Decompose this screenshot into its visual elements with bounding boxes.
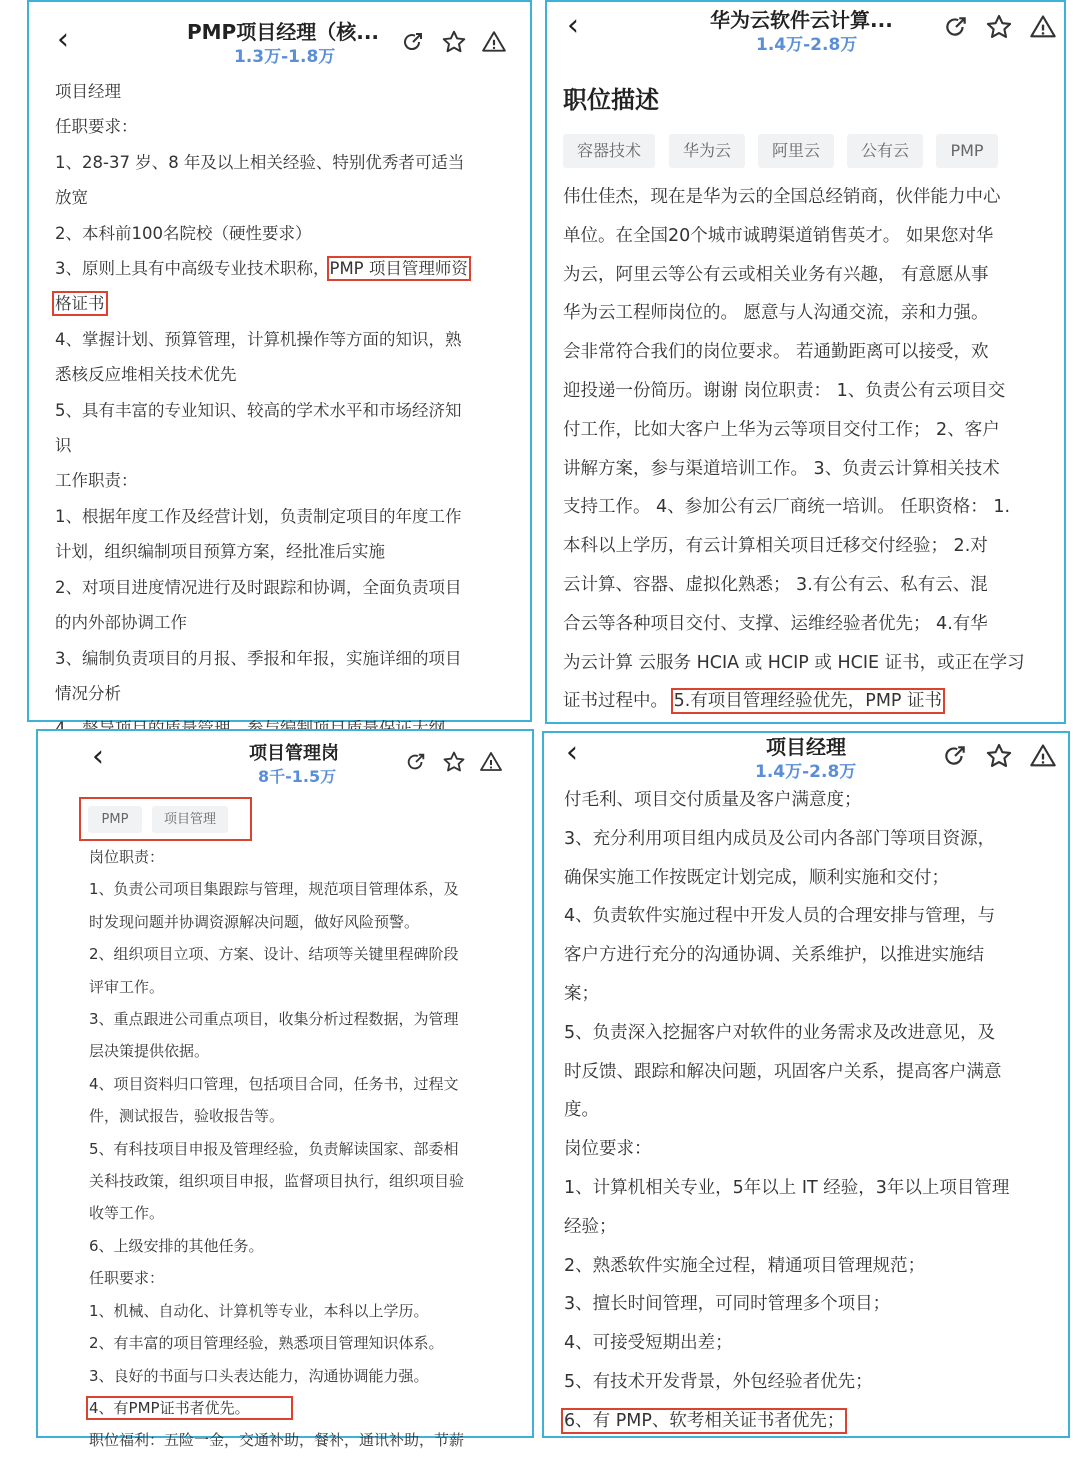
skill-tag[interactable]: 容器技术 <box>563 134 655 168</box>
highlighted-requirement: 6、有 PMP、软考相关证书者优先； <box>564 1410 845 1431</box>
skill-tag[interactable]: 阿里云 <box>758 134 834 168</box>
text-line: 悉核反应堆相关技术优先 <box>55 365 237 385</box>
text-line: 2、组织项目立项、方案、设计、结项等关键里程碑阶段 <box>89 945 459 964</box>
skill-tag[interactable]: 华为云 <box>669 134 745 168</box>
text-line: 层决策提供依据。 <box>89 1042 210 1061</box>
text-line: 2、有丰富的项目管理经验，熟悉项目管理知识体系。 <box>89 1334 444 1353</box>
text-line: 1、机械、自动化、计算机等专业，本科以上学历。 <box>89 1301 429 1320</box>
text-line: 3、编制负责项目的月报、季报和年报，实施详细的项目 <box>55 648 462 668</box>
text-line: 迎投递一份简历。谢谢 岗位职责： 1、负责公有云项目交 <box>563 380 1006 401</box>
chevron-left-icon[interactable]: ‹ <box>92 739 104 774</box>
text-line: 为云，阿里云等公有云或相关业务有兴趣， 有意愿从事 <box>563 264 989 285</box>
share-icon[interactable] <box>401 30 425 54</box>
job-title: 项目经理 <box>766 735 846 759</box>
text-line <box>55 251 468 286</box>
text-line: 讲解方案，参与渠道培训工作。 3、负责云计算相关技术 <box>563 458 1000 479</box>
text-line: 1、计算机相关专业，5年以上 IT 经验，3年以上项目管理 <box>564 1177 1010 1198</box>
text-line: 1、负责公司项目集跟踪与管理，规范项目管理体系，及 <box>89 880 459 899</box>
text-line: 件，测试报告，验收报告等。 <box>89 1107 285 1126</box>
text-line: 评审工作。 <box>89 977 165 996</box>
job-description <box>89 841 464 1457</box>
text-line: 客户方进行充分的沟通协调、关系维护，以推进实施结 <box>564 945 984 966</box>
text-line <box>89 1392 464 1424</box>
text-line: 案； <box>564 983 599 1004</box>
text-line: 岗位职责： <box>89 848 165 866</box>
text-line: 识 <box>55 436 72 456</box>
text-line: 5、有科技项目申报及管理经验，负责解读国家、部委相 <box>89 1139 459 1158</box>
text-line: 职位福利：五险一金，交通补助，餐补，通讯补助，节薪 <box>89 1431 465 1450</box>
text-line: 伟仕佳杰，现在是华为云的全国总经销商，伙伴能力中心 <box>563 187 1001 207</box>
job-title: PMP项目经理（核... <box>187 20 380 44</box>
job-title: 项目管理岗 <box>249 743 339 764</box>
text-line: 3、重点跟进公司重点项目，收集分析过程数据，为管理 <box>89 1010 459 1029</box>
text-line: 时发现问题并协调资源解决问题，做好风险预警。 <box>89 912 420 931</box>
text-line: 华为云工程师岗位的。 愿意与人沟通交流，亲和力强。 <box>563 303 989 324</box>
star-icon[interactable] <box>985 742 1013 770</box>
text-line: 6、上级安排的其他任务。 <box>89 1236 264 1255</box>
text-line: 确保实施工作按既定计划完成，顺利实施和交付； <box>564 867 949 888</box>
highlighted-requirement: PMP 项目管理师资 <box>329 259 468 279</box>
chevron-left-icon[interactable]: ‹ <box>57 22 69 57</box>
header-bar <box>547 2 1064 72</box>
star-icon[interactable] <box>985 13 1013 41</box>
highlighted-requirement: 格证书 <box>55 294 105 314</box>
text-line: 4、负责软件实施过程中开发人员的合理安排与管理，与 <box>564 906 996 927</box>
text-line: 岗位要求： <box>564 1139 652 1160</box>
text-line: 会非常符合我们的岗位要求。 若通勤距离可以接受，欢 <box>563 342 989 363</box>
text-line: 放宽 <box>55 188 88 208</box>
text-line: 4、项目资料归口管理，包括项目合同，任务书，过程文 <box>89 1074 459 1093</box>
text-line: 4、可接受短期出差； <box>564 1333 733 1354</box>
section-title: 职位描述 <box>563 86 659 114</box>
text-line: 任职要求： <box>55 117 138 137</box>
text-line: 的内外部协调工作 <box>55 613 187 633</box>
text-line: 收等工作。 <box>89 1204 165 1223</box>
text-line <box>564 1402 1009 1441</box>
text-line: 3、充分利用项目组内成员及公司内各部门等项目资源， <box>564 828 996 849</box>
job-title: 华为云软件云计算... <box>710 8 893 32</box>
star-icon[interactable] <box>441 29 467 55</box>
text-line: 4、掌握计划、预算管理，计算机操作等方面的知识，熟 <box>55 329 462 349</box>
text-line: 关科技政策，组织项目申报，监督项目执行，组织项目验 <box>89 1172 465 1191</box>
text-line: 经验； <box>564 1216 617 1237</box>
skill-tag[interactable]: 项目管理 <box>152 806 228 833</box>
highlighted-requirement: 5.有项目管理经验优先，PMP 证书 <box>673 691 943 712</box>
text-line: 1、根据年度工作及经营计划，负责制定项目的年度工作 <box>55 506 462 526</box>
share-icon[interactable] <box>405 751 427 773</box>
chevron-left-icon[interactable]: ‹ <box>567 8 579 43</box>
text-line: 付毛利、项目交付质量及客户满意度； <box>564 790 862 810</box>
text-line: 云计算、容器、虚拟化熟悉； 3.有公有云、私有云、混 <box>563 574 988 595</box>
highlighted-requirement: 4、有PMP证书者优先。 <box>89 1399 290 1417</box>
text-line <box>563 682 1025 721</box>
skill-tag[interactable]: PMP <box>936 134 998 168</box>
text-line: 情况分析 <box>55 683 121 703</box>
salary-range: 1.4万-2.8万 <box>756 35 858 55</box>
text-line: 任职要求： <box>89 1269 165 1288</box>
text-line: 为云计算 云服务 HCIA 或 HCIP 或 HCIE 证书，或正在学习 <box>563 652 1025 673</box>
job-panel-project-management <box>36 729 534 1450</box>
salary-range: 1.3万-1.8万 <box>234 47 336 67</box>
warning-icon[interactable] <box>479 750 503 774</box>
text-line: 时反馈、跟踪和解决问题，巩固客户关系，提高客户满意 <box>564 1061 1002 1082</box>
text-line: 项目经理 <box>55 82 121 101</box>
chevron-left-icon[interactable]: ‹ <box>566 735 578 770</box>
star-icon[interactable] <box>442 750 466 774</box>
text-segment: 3、原则上具有中高级专业技术职称， <box>55 259 330 279</box>
text-line: 本科以上学历，有云计算相关项目迁移交付经验； 2.对 <box>563 536 988 557</box>
text-line: 5、有技术开发背景，外包经验者优先； <box>564 1371 873 1392</box>
header-bar <box>29 2 530 72</box>
text-line: 3、擅长时间管理，可同时管理多个项目； <box>564 1294 891 1315</box>
text-line <box>55 286 468 321</box>
share-icon[interactable] <box>943 14 969 40</box>
job-panel-project-manager <box>542 731 1070 1438</box>
header-bar <box>38 731 532 801</box>
text-line: 2、对项目进度情况进行及时跟踪和协调，全面负责项目 <box>55 577 462 597</box>
job-panel-huawei-cloud <box>545 0 1066 724</box>
text-line: 计划，组织编制项目预算方案，经批准后实施 <box>55 542 385 562</box>
job-description <box>563 178 1025 721</box>
warning-icon[interactable] <box>481 29 507 55</box>
text-line: 3、良好的书面与口头表达能力，沟通协调能力强。 <box>89 1366 429 1385</box>
warning-icon[interactable] <box>1029 13 1057 41</box>
share-icon[interactable] <box>942 743 968 769</box>
text-line: 2、熟悉软件实施全过程，精通项目管理规范； <box>564 1255 926 1276</box>
skill-tag[interactable]: 公有云 <box>847 134 923 168</box>
text-segment: 证书过程中。 <box>563 691 668 712</box>
salary-range: 1.4万-2.8万 <box>755 762 857 782</box>
salary-range: 8千-1.5万 <box>258 767 337 786</box>
warning-icon[interactable] <box>1029 742 1057 770</box>
text-line: 单位。在全国20个城市诚聘渠道销售英才。 如果您对华 <box>563 225 994 246</box>
text-line: 合云等各种项目交付、支撑、运维经验者优先； 4.有华 <box>563 613 988 634</box>
text-line: 2、本科前100名院校（硬性要求） <box>55 223 312 243</box>
job-panel-pmp-manager <box>27 0 532 722</box>
job-description <box>564 781 1009 1441</box>
text-line: 1、28-37 岁、8 年及以上相关经验、特别优秀者可适当 <box>55 152 465 172</box>
text-line: 5、负责深入挖掘客户对软件的业务需求及改进意见，及 <box>564 1022 996 1043</box>
text-line: 度。 <box>564 1100 599 1121</box>
job-description <box>55 74 468 747</box>
skill-tag[interactable]: PMP <box>88 806 142 833</box>
text-line: 付工作，比如大客户上华为云等项目交付工作； 2、客户 <box>563 419 1000 440</box>
text-line: 5、具有丰富的专业知识、较高的学术水平和市场经济知 <box>55 400 462 420</box>
text-line: 工作职责： <box>55 471 138 491</box>
text-line: 支持工作。 4、参加公有云厂商统一培训。 任职资格： 1. <box>563 497 1011 518</box>
